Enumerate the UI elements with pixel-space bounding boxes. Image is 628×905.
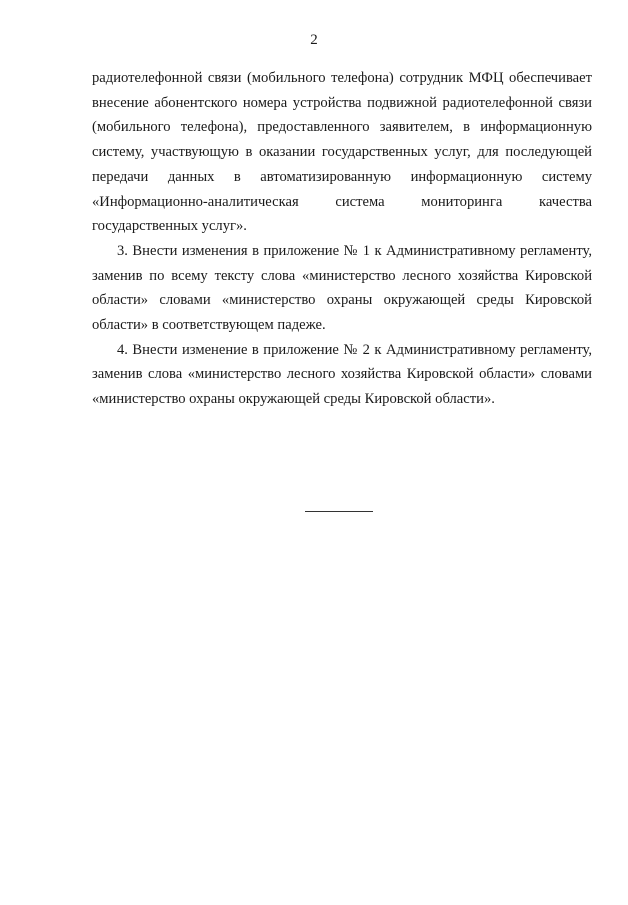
text-line: (мобильного телефона), предоставленного заявителем, в информационную bbox=[92, 119, 592, 136]
text-line: государственных услуг». bbox=[92, 218, 247, 235]
text-line: регламенту, заменив слова «министерство лесного хозяйства Кировской bbox=[92, 341, 592, 383]
paragraph-item-3 bbox=[92, 239, 592, 338]
text-line: «Информационно-аналитическая система мониторинга качества bbox=[92, 193, 592, 210]
text-line: регламенту, заменив по всему тексту слова «министерство лесного хозяйства bbox=[92, 242, 592, 284]
paragraph-continuation bbox=[92, 66, 592, 239]
text-line: области». bbox=[435, 391, 495, 408]
end-of-document-line bbox=[305, 511, 373, 512]
paragraph-item-4 bbox=[92, 338, 592, 412]
text-line: радиотелефонной связи (мобильного телефона) сотрудник МФЦ обеспечивает bbox=[92, 70, 592, 86]
document-body bbox=[92, 66, 592, 412]
text-line: Кировской области» в соответствующем падеже. bbox=[92, 292, 592, 334]
text-line: 3. Внести изменения в приложение № 1 к Административному bbox=[117, 242, 516, 259]
text-line: Кировской области» словами «министерство охраны окружающей среды bbox=[92, 267, 593, 309]
text-line: области» словами «министерство охраны окружающей среды Кировской bbox=[92, 366, 592, 408]
text-line: передачи данных в автоматизированную информационную систему bbox=[92, 168, 592, 185]
text-line: 4. Внести изменение в приложение № 2 к Административному bbox=[117, 341, 516, 358]
text-line: внесение абонентского номера устройства подвижной радиотелефонной связи bbox=[92, 94, 592, 111]
text-line: систему, участвующую в оказании государственных услуг, для последующей bbox=[92, 144, 592, 161]
page-number: 2 bbox=[310, 32, 318, 48]
